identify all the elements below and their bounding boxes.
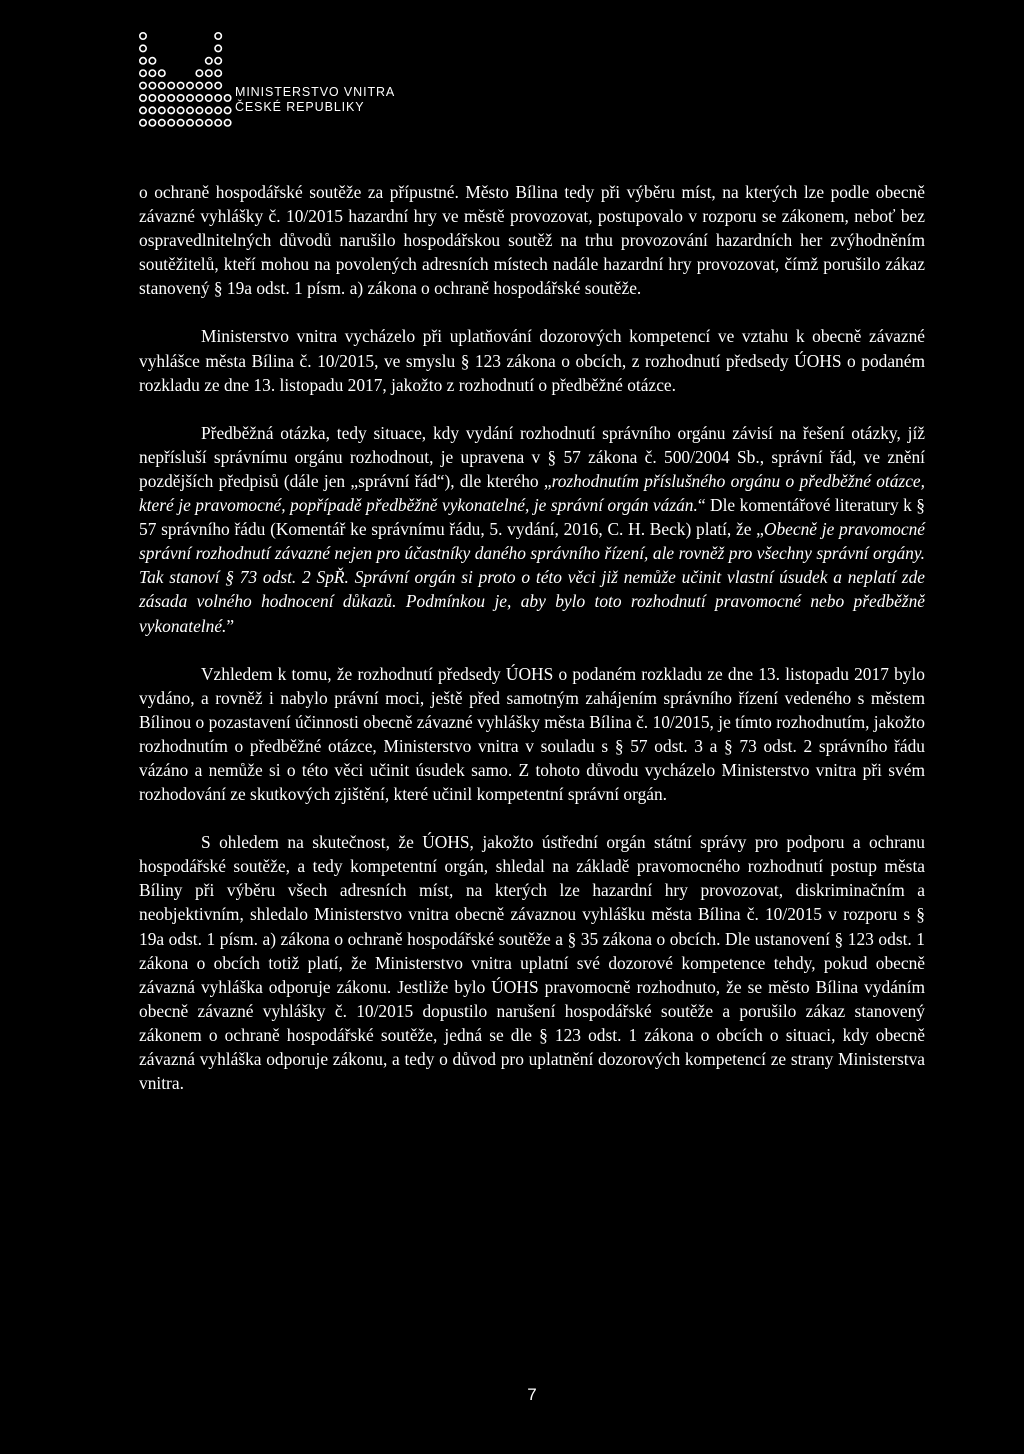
logo-dot [187,82,193,88]
logo-dot [140,45,146,51]
text-run: “ Dle komentářové literatury k § 57 správního řádu (Komentář ke správnímu řádu, 5. vydání, 2016, C. H. Beck) platí, že „ [139,495,925,540]
logo-dot [215,107,221,113]
text-run: Předběžná otázka, tedy situace, kdy vydání rozhodnutí správního orgánu závisí na řešení otázky, jíž nepřísluší správnímu orgánu rozhodnout, je upravena v § 57 zákona č. 500/2004 Sb., správní řád, ve znění pozdějších předpisů (dále jen „správní řád“), dle kterého „ [139,422,925,491]
logo-dot [168,82,174,88]
logo-dot [177,95,183,101]
logo-dot [140,33,146,39]
paragraph-1 [139,180,925,300]
logo-dot [187,107,193,113]
logo-dot [140,70,146,76]
logo-dot [140,120,146,126]
logo-dot [224,120,230,126]
logo-dot [159,70,165,76]
logo-dot [196,70,202,76]
paragraph-5 [139,830,925,1095]
italic-quote: rozhodnutím příslušného orgánu o předběžné otázce, které je pravomocné, popřípadě předběžně vykonatelné, je správní orgán vázán. [139,470,925,516]
logo-dot [215,120,221,126]
logo-dot [168,95,174,101]
ministry-logo [137,30,233,134]
text-run: Ministerstvo vnitra vycházelo při uplatňování dozorových kompetencí ve vztahu k obecně závazné vyhlášce města Bílina č. 10/2015, ve smyslu § 123 zákona o obcích, z rozhodnutí předsedy ÚOHS o podaném rozkladu ze dne 13. listopadu 2017, jakožto z rozhodnutí o předběžné otázce. [139,326,925,395]
logo-dot [206,120,212,126]
logo-dot [206,82,212,88]
logo-dot [149,82,155,88]
logo-dot [177,120,183,126]
logo-dot [140,58,146,64]
logo-dot [224,107,230,113]
ministry-name-line1: MINISTERSTVO VNITRA [235,85,396,99]
logo-dot [149,70,155,76]
text-run: ” [226,615,235,636]
logo-dot [159,120,165,126]
logo-dot [168,120,174,126]
logo-dot [215,82,221,88]
ministry-name [235,85,395,115]
logo-dot [215,58,221,64]
page-number: 7 [527,1385,537,1404]
logo-dot [206,58,212,64]
logo-dot [149,58,155,64]
paragraph-2 [139,324,925,396]
logo-dot [140,95,146,101]
text-run: S ohledem na skutečnost, že ÚOHS, jakožto ústřední orgán státní správy pro podporu a ochranu hospodářské soutěže, a tedy kompetentní orgán, shledal na základě pravomocného rozhodnutí postup města Bíliny při výběru všech adresních míst, na kterých lze hazardní hry provozovat, diskriminačním a neobjektivním, shledalo Ministerstvo vnitra obecně závaznou vyhlášku města Bílina č. 10/2015 v rozporu s § 19a odst. 1 písm. a) zákona o ochraně hospodářské soutěže a § 35 zákona o obcích. Dle ustanovení § 123 odst. 1 zákona o obcích totiž platí, že Ministerstvo vnitra uplatní své dozorové kompetence tehdy, pokud obecně závazná vyhláška odporuje zákonu. Jestliže bylo ÚOHS pravomocně rozhodnuto, že se město Bílina vydáním obecně závazné vyhlášky č. 10/2015 dopustilo narušení hospodářské soutěže a porušilo zákaz stanovený zákonem o ochraně hospodářské soutěže, jedná se dle § 123 odst. 1 zákona o obcích o situaci, kdy obecně závazná vyhláška odporuje zákonu, a tedy o důvod pro uplatnění dozorových kompetencí ze strany Ministerstva vnitra. [139,832,925,1094]
logo-dot [159,107,165,113]
text-run: Vzhledem k tomu, že rozhodnutí předsedy ÚOHS o podaném rozkladu ze dne 13. listopadu 2017 bylo vydáno, a rovněž i nabylo právní moci, ještě před samotným zahájením správního řízení vedeného s městem Bílinou o pozastavení účinnosti obecně závazné vyhlášky města Bílina č. 10/2015, je tímto rozhodnutím, jakožto rozhodnutím o předběžné otázce, Ministerstvo vnitra v souladu s § 57 odst. 3 a § 73 odst. 2 správního řádu vázáno a nemůže si o této věci učinit úsudek samo. Z tohoto důvodu vycházelo Ministerstvo vnitra při svém rozhodování ze skutkových zjištění, které učinil kompetentní správní orgán. [139,663,925,805]
logo-dot [159,95,165,101]
logo-dot [140,107,146,113]
paragraph-3 [139,421,925,638]
logo-dot [149,120,155,126]
paragraph-4 [139,662,925,807]
logo-dot [140,82,146,88]
logo-dot [206,107,212,113]
logo-dot [149,95,155,101]
logo-dot [196,95,202,101]
logo-dot [196,107,202,113]
logo-dot [196,82,202,88]
logo-dot [206,95,212,101]
logo-dot [215,70,221,76]
logo-dot [215,45,221,51]
logo-dot [187,120,193,126]
logo-dot [187,95,193,101]
text-run: o ochraně hospodářské soutěže za přípustné. Město Bílina tedy při výběru míst, na kterých lze podle obecně závazné vyhlášky č. 10/2015 hazardní hry ve městě provozovat, postupovalo v rozporu se zákonem, neboť bez ospravedlnitelných důvodů narušilo hospodářskou soutěž na trhu provozování hazardních her zvýhodněním soutěžitelů, kteří mohou na povolených adresních místech nadále hazardní hry provozovat, čímž porušilo zákaz stanovený § 19a odst. 1 písm. a) zákona o ochraně hospodářské soutěže. [139,182,925,299]
logo-dot [196,120,202,126]
logo-dot [177,107,183,113]
document-body [139,180,925,1095]
logo-dot [177,82,183,88]
logo-dot [159,82,165,88]
logo-dot [206,70,212,76]
logo-dot [215,95,221,101]
ministry-name-line2: ČESKÉ REPUBLIKY [235,100,365,114]
logo-dot [168,107,174,113]
logo-dot [224,95,230,101]
italic-quote: Obecně je pravomocné správní rozhodnutí závazné nejen pro účastníky daného správního řízení, ale rovněž pro všechny správní orgány. Tak stanoví § 73 odst. 2 SpŘ. Správní orgán si proto o této věci již nemůže učinit vlastní úsudek a neplatí zde zásada volného hodnocení důkazů. Podmínkou je, aby bylo toto rozhodnutí pravomocné nebo předběžně vykonatelné. [139,519,925,636]
logo-dot [215,33,221,39]
logo-dot [149,107,155,113]
